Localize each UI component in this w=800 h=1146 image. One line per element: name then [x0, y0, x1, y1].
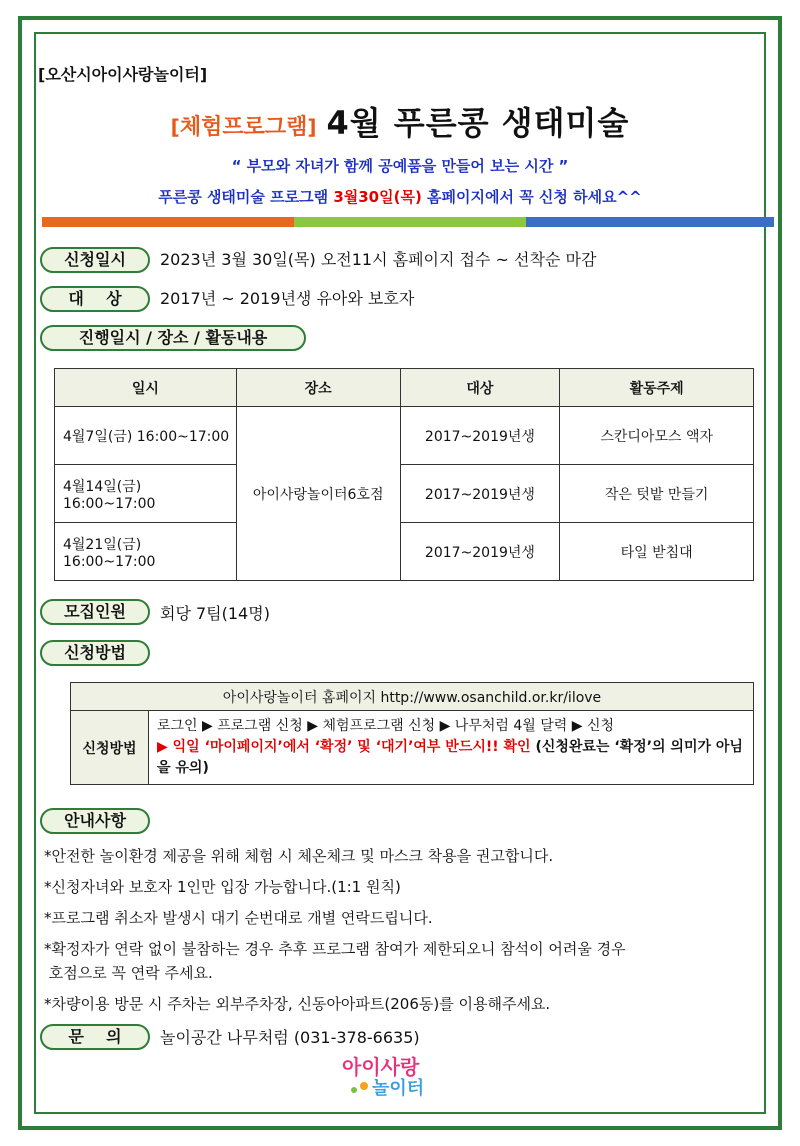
subtitle-notice-after: 홈페이지에서 꼭 신청 하세요^^: [421, 188, 642, 206]
subtitle-quote: “ 부모와 자녀가 함께 공예품을 만들어 보는 시간 ”: [231, 157, 569, 175]
schedule-date: 4월14일(금) 16:00~17:00: [55, 465, 237, 523]
headline-bracket-open: [: [170, 115, 180, 139]
headline: [0, 98, 800, 144]
org-name: [오산시아이사랑놀이터]: [38, 65, 208, 84]
capacity-text: 회당 7팀(14명): [160, 604, 270, 623]
logo-dot-green: [351, 1087, 357, 1093]
table-row: [55, 465, 754, 523]
apply-warning: ▶ 익일 ‘마이페이지’에서 ‘확정’ 및 ‘대기’여부 반드시!! 확인: [157, 739, 531, 755]
schedule-target: 2017~2019년생: [400, 407, 560, 465]
contact-text: 놀이공간 나무처럼 (031-378-6635): [160, 1028, 420, 1047]
apply-caution: (신청완료는 ‘확정’의 의미가 아님을 유의): [157, 739, 743, 776]
schedule-header-venue: 장소: [236, 369, 400, 407]
apply-date-text: 2023년 3월 30일(목) 오전11시 홈페이지 접수 ~ 선착순 마감: [160, 250, 597, 269]
logo-dot-orange: [360, 1082, 368, 1090]
schedule-header-date: 일시: [55, 369, 237, 407]
section-label-schedule: 진행일시 / 장소 / 활동내용: [40, 325, 306, 351]
schedule-table: [54, 368, 754, 581]
notice-item: 호점으로 꼭 연락 주세요.: [44, 964, 213, 982]
schedule-header-row: [55, 369, 754, 407]
section-label-method: 신청방법: [40, 640, 150, 666]
stripe-blue: [526, 217, 774, 227]
schedule-target: 2017~2019년생: [400, 465, 560, 523]
section-label-capacity: 모집인원: [40, 599, 150, 625]
stripe-green: [294, 217, 526, 227]
subtitle-notice-before: 푸른콩 생태미술 프로그램: [158, 188, 334, 206]
notice-item: *신청자녀와 보호자 1인만 입장 가능합니다.(1:1 원칙): [44, 878, 401, 896]
table-row: [55, 407, 754, 465]
notice-item: *차량이용 방문 시 주차는 외부주차장, 신동아아파트(206동)를 이용해주세요.: [44, 995, 551, 1013]
notice-item: *확정자가 연락 없이 불참하는 경우 추후 프로그램 참여가 제한되오니 참석이 어려울 경우: [44, 940, 626, 958]
apply-method-table: [70, 682, 754, 785]
section-label-apply-date: 신청일시: [40, 247, 150, 273]
table-row: [55, 523, 754, 581]
notice-item: *안전한 놀이환경 제공을 위해 체험 시 체온체크 및 마스크 착용을 권고합니다.: [44, 847, 554, 865]
schedule-venue: 아이사랑놀이터6호점: [236, 407, 400, 581]
section-label-target: 대 상: [40, 286, 150, 312]
subtitle-notice: [0, 186, 800, 207]
logo-line2: 놀이터: [372, 1078, 425, 1098]
schedule-date: 4월21일(금) 16:00~17:00: [55, 523, 237, 581]
schedule-date: 4월7일(금) 16:00~17:00: [55, 407, 237, 465]
subtitle-notice-date: 3월30일(목): [333, 188, 422, 206]
headline-bracket-close: ]: [307, 115, 317, 139]
schedule-header-target: 대상: [400, 369, 560, 407]
schedule-topic: 스칸디아모스 액자: [560, 407, 754, 465]
section-label-notice: 안내사항: [40, 808, 150, 834]
apply-steps: 로그인 ▶ 프로그램 신청 ▶ 체험프로그램 신청 ▶ 나무처럼 4월 달력 ▶ 신청: [157, 718, 614, 734]
headline-tag: 체험프로그램: [179, 115, 308, 140]
notice-item: *프로그램 취소자 발생시 대기 순번대로 개별 연락드립니다.: [44, 909, 433, 927]
schedule-header-topic: 활동주제: [560, 369, 754, 407]
schedule-target: 2017~2019년생: [400, 523, 560, 581]
stripe-orange: [42, 217, 294, 227]
schedule-topic: 타일 받침대: [560, 523, 754, 581]
logo-line1: 아이사랑: [342, 1055, 420, 1079]
section-label-contact: 문 의: [40, 1024, 150, 1050]
page-title: 4월 푸른콩 생태미술: [326, 104, 630, 142]
aisarang-logo-icon: [330, 1052, 480, 1098]
homepage-url: 아이사랑놀이터 홈페이지 http://www.osanchild.or.kr/ilove: [71, 683, 754, 711]
schedule-topic: 작은 텃밭 만들기: [560, 465, 754, 523]
apply-method-desc: [149, 711, 754, 785]
target-text: 2017년 ~ 2019년생 유아와 보호자: [160, 289, 415, 308]
apply-method-label: 신청방법: [71, 711, 149, 785]
